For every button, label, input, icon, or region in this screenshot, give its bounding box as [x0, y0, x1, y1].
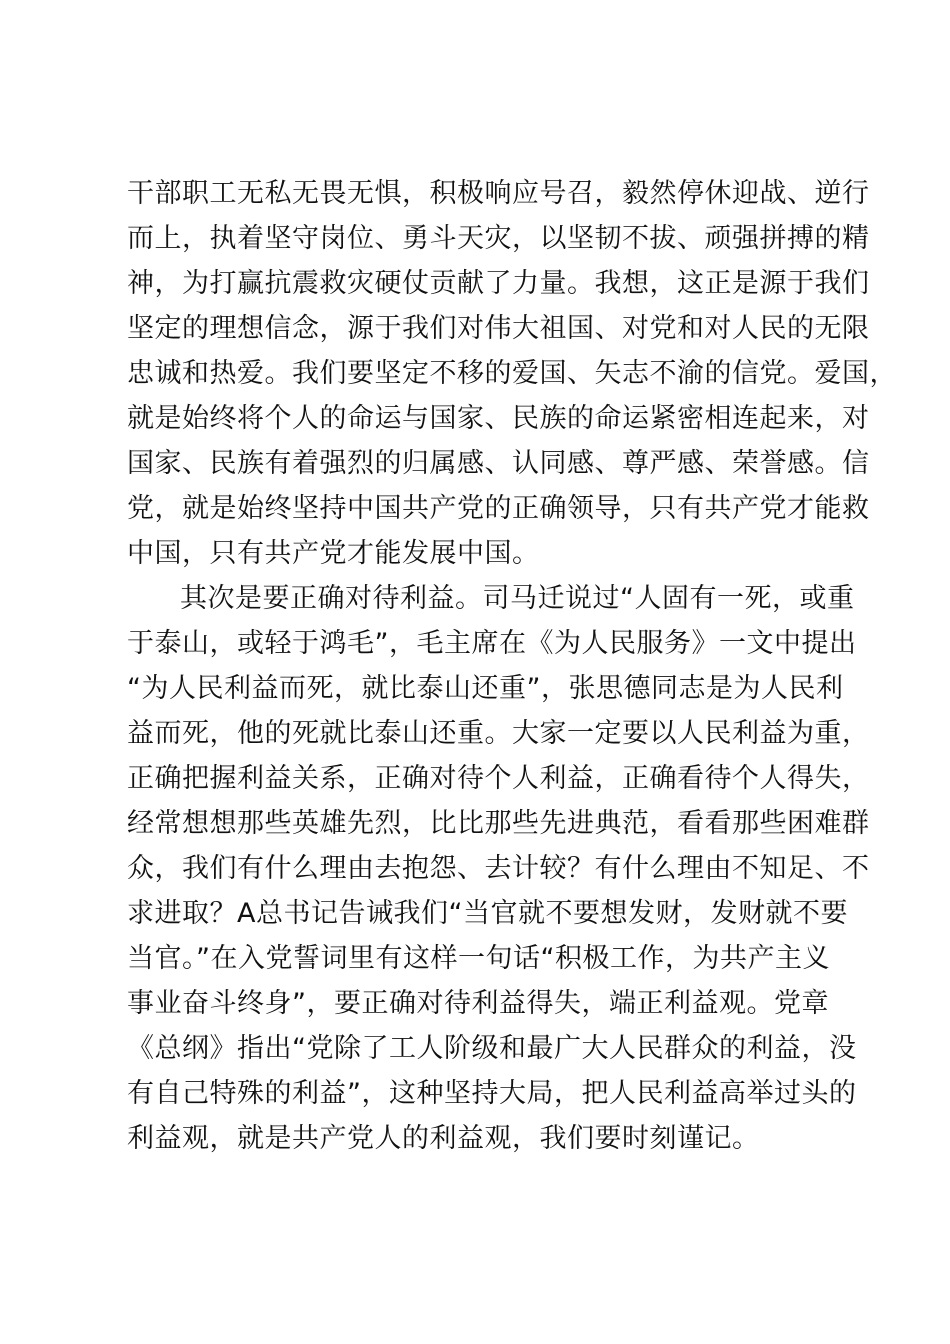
text-line: 干部职工无私无畏无惧，积极响应号召，毅然停休迎战、逆行 [127, 178, 870, 209]
text-line: 而上，执着坚守岗位、勇斗天灾，以坚韧不拔、顽强拼搏的精 [127, 223, 870, 254]
text-line: 坚定的理想信念，源于我们对伟大祖国、对党和对人民的无限 [127, 313, 870, 344]
text-line: 中国，只有共产党才能发展中国。 [127, 538, 540, 569]
text-line: 就是始终将个人的命运与国家、民族的命运紧密相连起来，对 [127, 403, 870, 434]
text-line: 有自己特殊的利益”，这种坚持大局，把人民利益高举过头的 [127, 1078, 857, 1109]
text-line: 党，就是始终坚持中国共产党的正确领导，只有共产党才能救 [127, 493, 870, 524]
text-line: 于泰山，或轻于鸿毛”，毛主席在《为人民服务》一文中提出 [127, 628, 857, 659]
text-line: 国家、民族有着强烈的归属感、认同感、尊严感、荣誉感。信 [127, 448, 870, 479]
text-line: 忠诚和热爱。我们要坚定不移的爱国、矢志不渝的信党。爱国， [127, 358, 897, 389]
text-line: 益而死，他的死就比泰山还重。大家一定要以人民利益为重， [127, 718, 870, 749]
text-line: 求进取？A总书记告诫我们“当官就不要想发财，发财就不要 [127, 898, 848, 929]
text-line: 《总纲》指出“党除了工人阶级和最广大人民群众的利益，没 [127, 1033, 857, 1064]
text-line: “为人民利益而死，就比泰山还重”，张思德同志是为人民利 [127, 673, 844, 704]
text-line: 众，我们有什么理由去抱怨、去计较？有什么理由不知足、不 [127, 853, 870, 884]
text-line: 利益观，就是共产党人的利益观，我们要时刻谨记。 [127, 1123, 760, 1154]
text-line: 神，为打赢抗震救灾硬仗贡献了力量。我想，这正是源于我们 [127, 268, 870, 299]
text-line: 经常想想那些英雄先烈，比比那些先进典范，看看那些困难群 [127, 808, 870, 839]
text-line: 正确把握利益关系，正确对待个人利益，正确看待个人得失， [127, 763, 870, 794]
paragraph-first-line: 其次是要正确对待利益。司马迁说过“人固有一死，或重 [180, 583, 855, 614]
text-line: 当官。”在入党誓词里有这样一句话“积极工作，为共产主义 [127, 943, 830, 974]
text-line: 事业奋斗终身”，要正确对待利益得失，端正利益观。党章 [127, 988, 829, 1019]
